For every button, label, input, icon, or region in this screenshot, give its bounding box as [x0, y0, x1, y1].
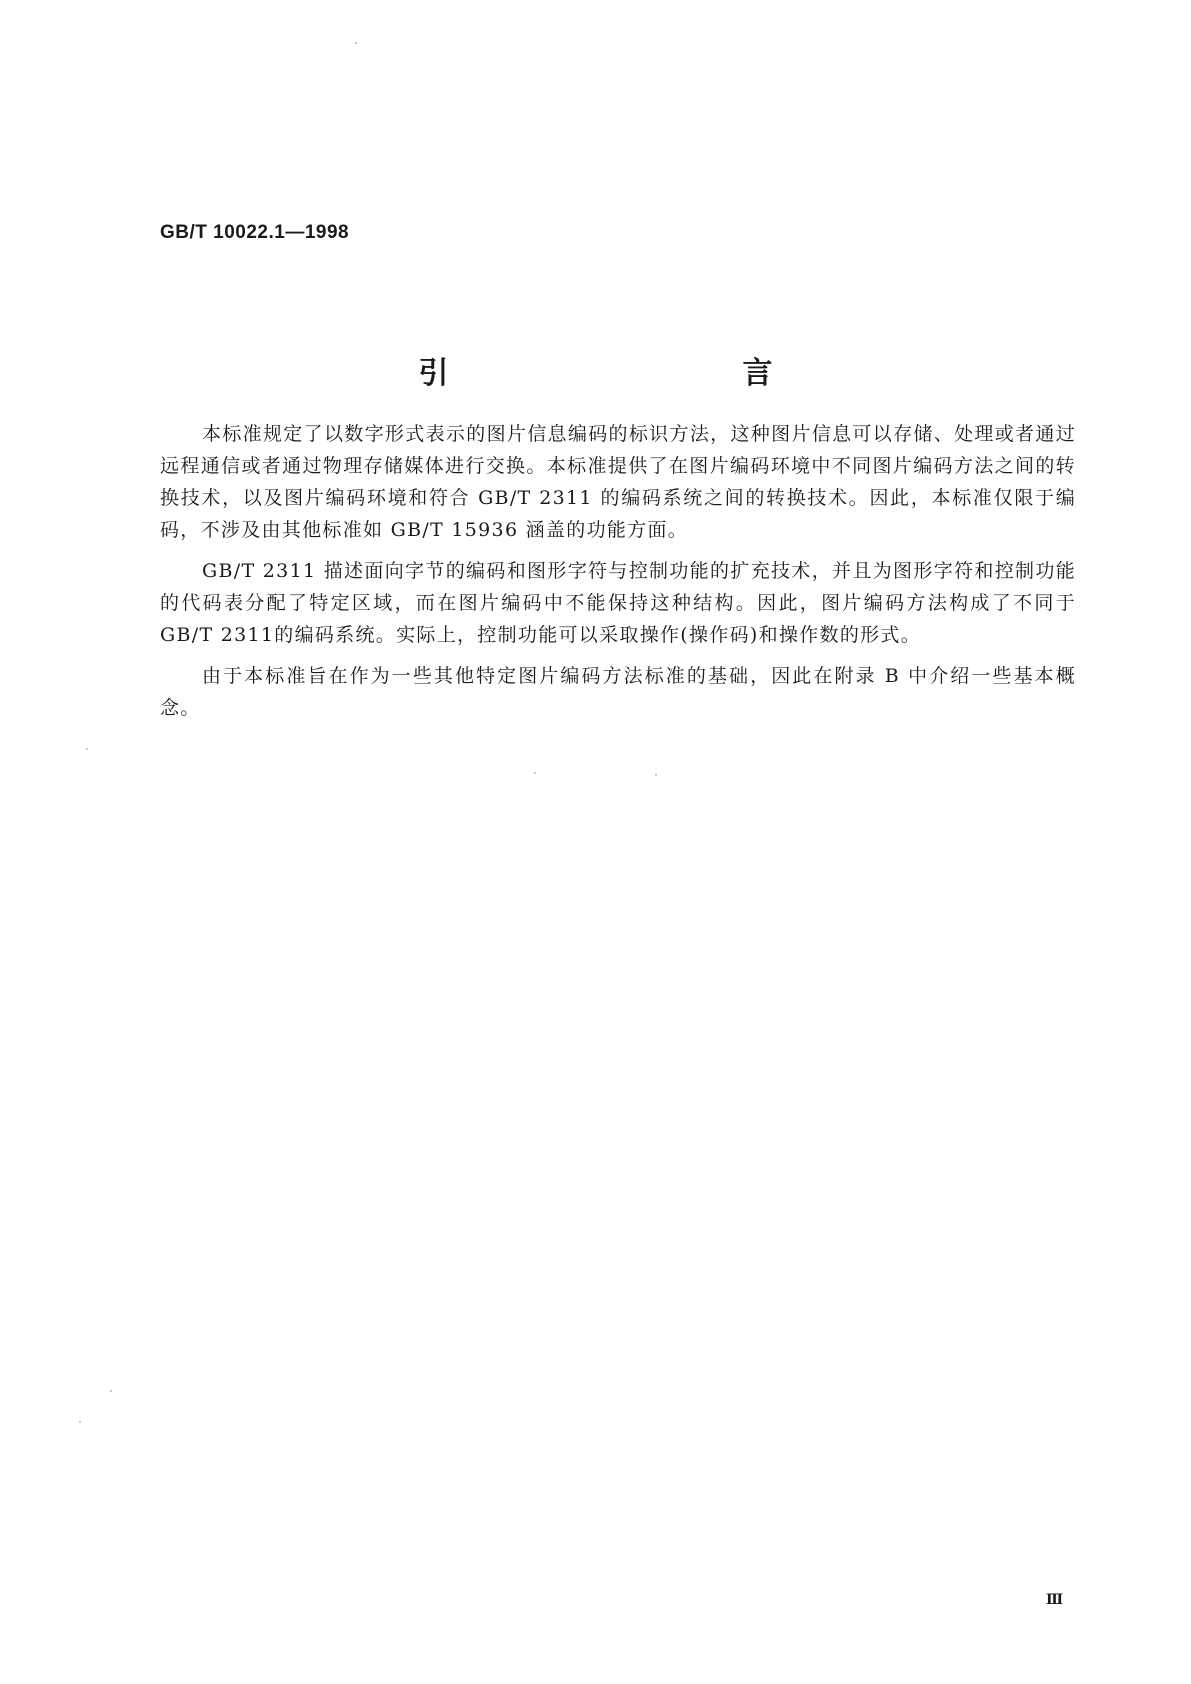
paragraph: 由于本标准旨在作为一些其他特定图片编码方法标准的基础，因此在附录 B 中介绍一些基本概念。 — [160, 665, 1076, 719]
page-number: Ⅲ — [1046, 1592, 1064, 1608]
scan-speck — [534, 772, 536, 774]
page-title: 引 言 — [418, 356, 851, 391]
paragraph: 本标准规定了以数字形式表示的图片信息编码的标识方法，这种图片信息可以存储、处理或者通过远程通信或者通过物理存储媒体进行交换。本标准提供了在图片编码环境中不同图片编码方法之间的转换技术，以及图片编码环境和符合 GB/T 2311 的编码系统之间的转换技术。因此，本标准仅限于编码，不涉及由其他标准如 GB/T 15936 涵盖的功能方面。 — [160, 423, 1076, 541]
standard-code: GB/T 10022.1—1998 — [160, 222, 350, 243]
scan-speck — [86, 748, 88, 750]
body-text — [160, 418, 1076, 733]
scan-speck — [110, 1390, 112, 1392]
scan-speck — [79, 1421, 81, 1423]
scan-speck — [655, 774, 657, 776]
scan-speck — [355, 42, 357, 44]
paragraph: GB/T 2311 描述面向字节的编码和图形字符与控制功能的扩充技术，并且为图形字符和控制功能的代码表分配了特定区域，而在图片编码中不能保持这种结构。因此，图片编码方法构成了不同于 GB/T 2311的编码系统。实际上，控制功能可以采取操作(操作码)和操作数的形式。 — [160, 560, 1076, 646]
